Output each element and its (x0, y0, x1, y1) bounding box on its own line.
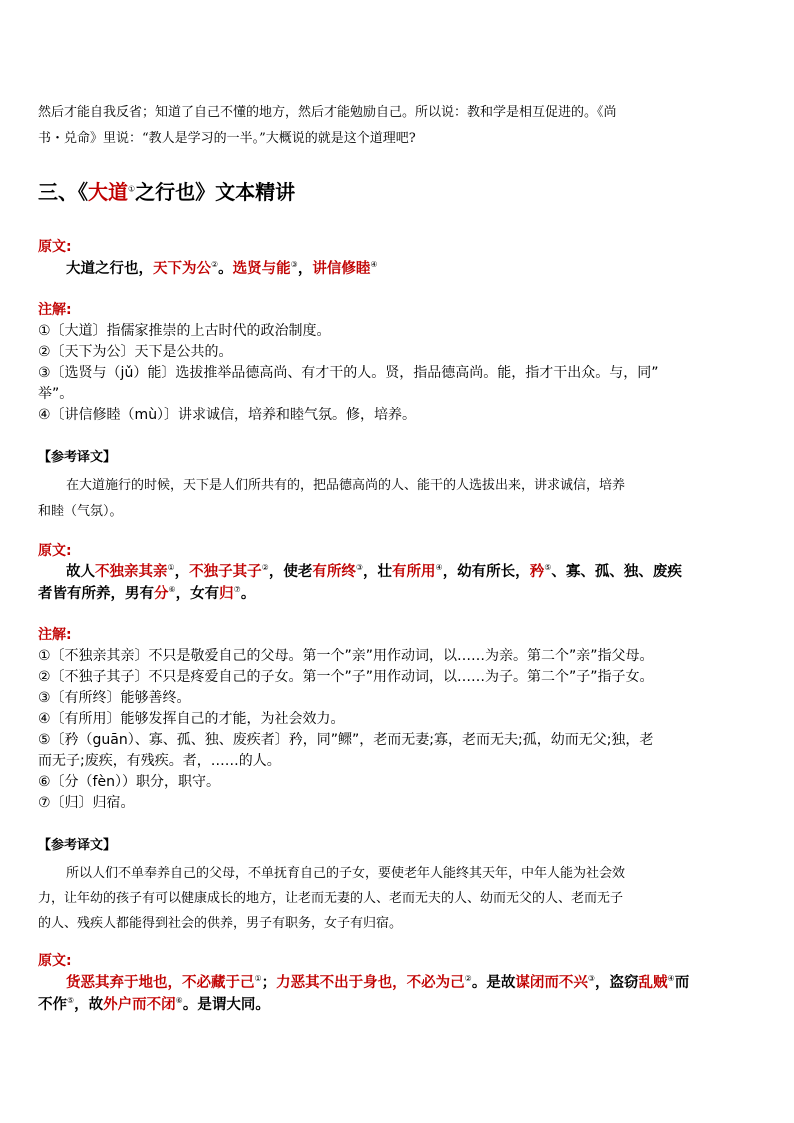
orig1-seg-d: 选贤与能 (232, 261, 291, 277)
orig2-sup-d: ⑦ (233, 585, 241, 595)
orig3-segment: ，故 (74, 997, 104, 1013)
orig2-seg-e: 。 (240, 586, 256, 602)
orig2-segment: 、寡、孤、独、废疾 (551, 564, 682, 580)
orig2-seg-a: 者皆有所养，男有 (38, 586, 154, 602)
original-text-3-line-2 (38, 993, 270, 1014)
heading-suffix: 之行也》文本精讲 (135, 180, 296, 204)
reference-translation-label-1: 【参考译文】 (38, 450, 117, 465)
orig2-segment: 不独子其子 (189, 564, 262, 580)
orig2-segment: 有所终 (312, 564, 356, 580)
reference-translation-2-line-1: 所以人们不单奉养自己的父母，不单抚育自己的子女，要使老年人能终其天年，中年人能为社会效 (66, 866, 626, 881)
annotation-1-3b: 举”。 (38, 386, 74, 402)
annotation-2-4: ④〔有所用〕能够发挥自己的才能，为社会效力。 (38, 711, 345, 727)
annotation-label-2: 注解: (38, 627, 72, 643)
orig2-segment: 有所用 (392, 564, 436, 580)
orig1-seg-f: 讲信修睦 (312, 261, 371, 277)
orig2-seg-b: 分 (154, 586, 169, 602)
orig2-segment: 故人 (66, 564, 95, 580)
annotation-label-1: 注解: (38, 302, 72, 318)
reference-translation-2-line-2: 力，让年幼的孩子有可以健康成长的地方，让老而无妻的人、老而无夫的人、幼而无父的人、老而无子 (38, 891, 624, 906)
orig3-note-marker: ① (254, 974, 262, 984)
original-text-2-line-1 (66, 560, 682, 581)
annotation-2-6: ⑥〔分（fèn））职分，职守。 (38, 774, 220, 790)
orig1-sup-f: ④ (370, 260, 378, 270)
orig1-seg-e: ， (297, 261, 313, 277)
orig3-segment: 不作 (38, 997, 67, 1013)
orig3-note-marker: ⑤ (67, 996, 75, 1006)
orig3-segment: 。是故 (471, 975, 516, 991)
reference-translation-label-2: 【参考译文】 (38, 838, 117, 853)
original-label-2: 原文: (38, 543, 72, 559)
annotation-1-1: ①〔大道〕指儒家推崇的上古时代的政治制度。 (38, 323, 331, 339)
orig3-segment: 货恶其弃于地也，不必藏于己 (66, 975, 255, 991)
orig3-segment: 谋闭而不兴 (515, 975, 588, 991)
orig2-note-marker: ③ (355, 563, 364, 573)
annotation-2-2: ②〔不独子其子〕不只是疼爱自己的子女。第一个”子”用作动词，以……为子。第二个”子”指子女。 (38, 669, 654, 685)
annotation-2-7: ⑦〔归〕归宿。 (38, 795, 135, 811)
orig2-segment: ，使老 (268, 564, 313, 580)
annotation-1-2: ②〔天下为公〕天下是公共的。 (38, 344, 233, 360)
annotation-2-5: ⑤〔矜（guān）、寡、孤、独、废疾者〕矜，同”鳏”，老而无妻;寡，老而无夫;孤，幼而无父;独，老 (38, 732, 654, 748)
original-text-1 (66, 257, 378, 278)
orig1-seg-a: 大道之行也， (66, 261, 153, 277)
orig2-note-marker: ⑤ (544, 563, 552, 573)
original-label-3: 原文: (38, 953, 72, 969)
reference-translation-1-line-1: 在大道施行的时候，天下是人们所共有的，把品德高尚的人、能干的人选拔出来，讲求诚信，培养 (66, 478, 626, 493)
reference-translation-1-line-2: 和睦（气氛）。 (38, 504, 123, 519)
orig3-note-marker: ③ (587, 974, 596, 984)
intro-line-1: 然后才能自我反省；知道了自己不懂的地方，然后才能勉励自己。所以说：教和学是相互促进的。《尚 (38, 105, 617, 120)
orig2-note-marker: ① (167, 563, 175, 573)
orig3-note-marker: ⑥ (175, 996, 183, 1006)
orig3-segment: 而 (674, 975, 690, 991)
orig2-segment: 不独亲其亲 (95, 564, 168, 580)
original-label-1: 原文: (38, 239, 72, 255)
orig3-note-marker: ④ (667, 974, 675, 984)
orig2-segment: ， (174, 564, 190, 580)
orig1-seg-b: 天下为公 (153, 261, 211, 277)
section-heading (38, 176, 295, 205)
orig2-seg-c: ，女有 (175, 586, 220, 602)
orig3-segment: 。是谓大同。 (182, 997, 270, 1013)
intro-line-2: 书・兑命》里说：“教人是学习的一半。”大概说的就是这个道理吧? (38, 131, 416, 146)
heading-prefix: 三、《 (38, 180, 88, 204)
orig2-segment: ，壮 (363, 564, 393, 580)
annotation-2-5b: 而无子;废疾，有残疾。者，……的人。 (38, 753, 281, 769)
orig3-segment: 力恶其不出于身也，不必为己 (276, 975, 465, 991)
annotation-1-4: ④〔讲信修睦（mù）〕讲求诚信，培养和睦气氛。修，培养。 (38, 407, 417, 423)
orig2-segment: ，幼有所长， (442, 564, 530, 580)
orig2-note-marker: ④ (435, 563, 443, 573)
orig2-seg-d: 归 (219, 586, 234, 602)
reference-translation-2-line-3: 的人、残疾人都能得到社会的供养，男子有职务，女子有归宿。 (38, 916, 403, 931)
original-text-3-line-1 (66, 971, 689, 992)
orig1-seg-c: 。 (218, 261, 233, 277)
orig3-segment: ，盗窃 (595, 975, 639, 991)
orig3-note-marker: ② (464, 974, 472, 984)
orig3-segment: 乱贼 (638, 975, 668, 991)
annotation-1-3: ③〔选贤与（jǔ）能〕选拔推举品德高尚、有才干的人。贤，指品德高尚。能，指才干出众。与，同” (38, 365, 659, 381)
orig2-segment: 矜 (529, 564, 545, 580)
annotation-2-1: ①〔不独亲其亲〕不只是敬爱自己的父母。第一个”亲”用作动词，以……为亲。第二个”亲”指父母。 (38, 648, 654, 664)
orig3-segment: 外户而不闭 (103, 997, 176, 1013)
orig2-sup-b: ⑥ (168, 585, 176, 595)
orig3-segment: ； (261, 975, 277, 991)
heading-note: ① (128, 184, 136, 194)
annotation-2-3: ③〔有所终〕能够善终。 (38, 690, 191, 706)
orig2-note-marker: ② (261, 563, 269, 573)
original-text-2-line-2 (38, 582, 255, 603)
heading-title-red: 大道 (88, 180, 128, 204)
orig1-sup-d: ③ (290, 260, 298, 270)
orig1-sup-b: ② (211, 260, 219, 270)
